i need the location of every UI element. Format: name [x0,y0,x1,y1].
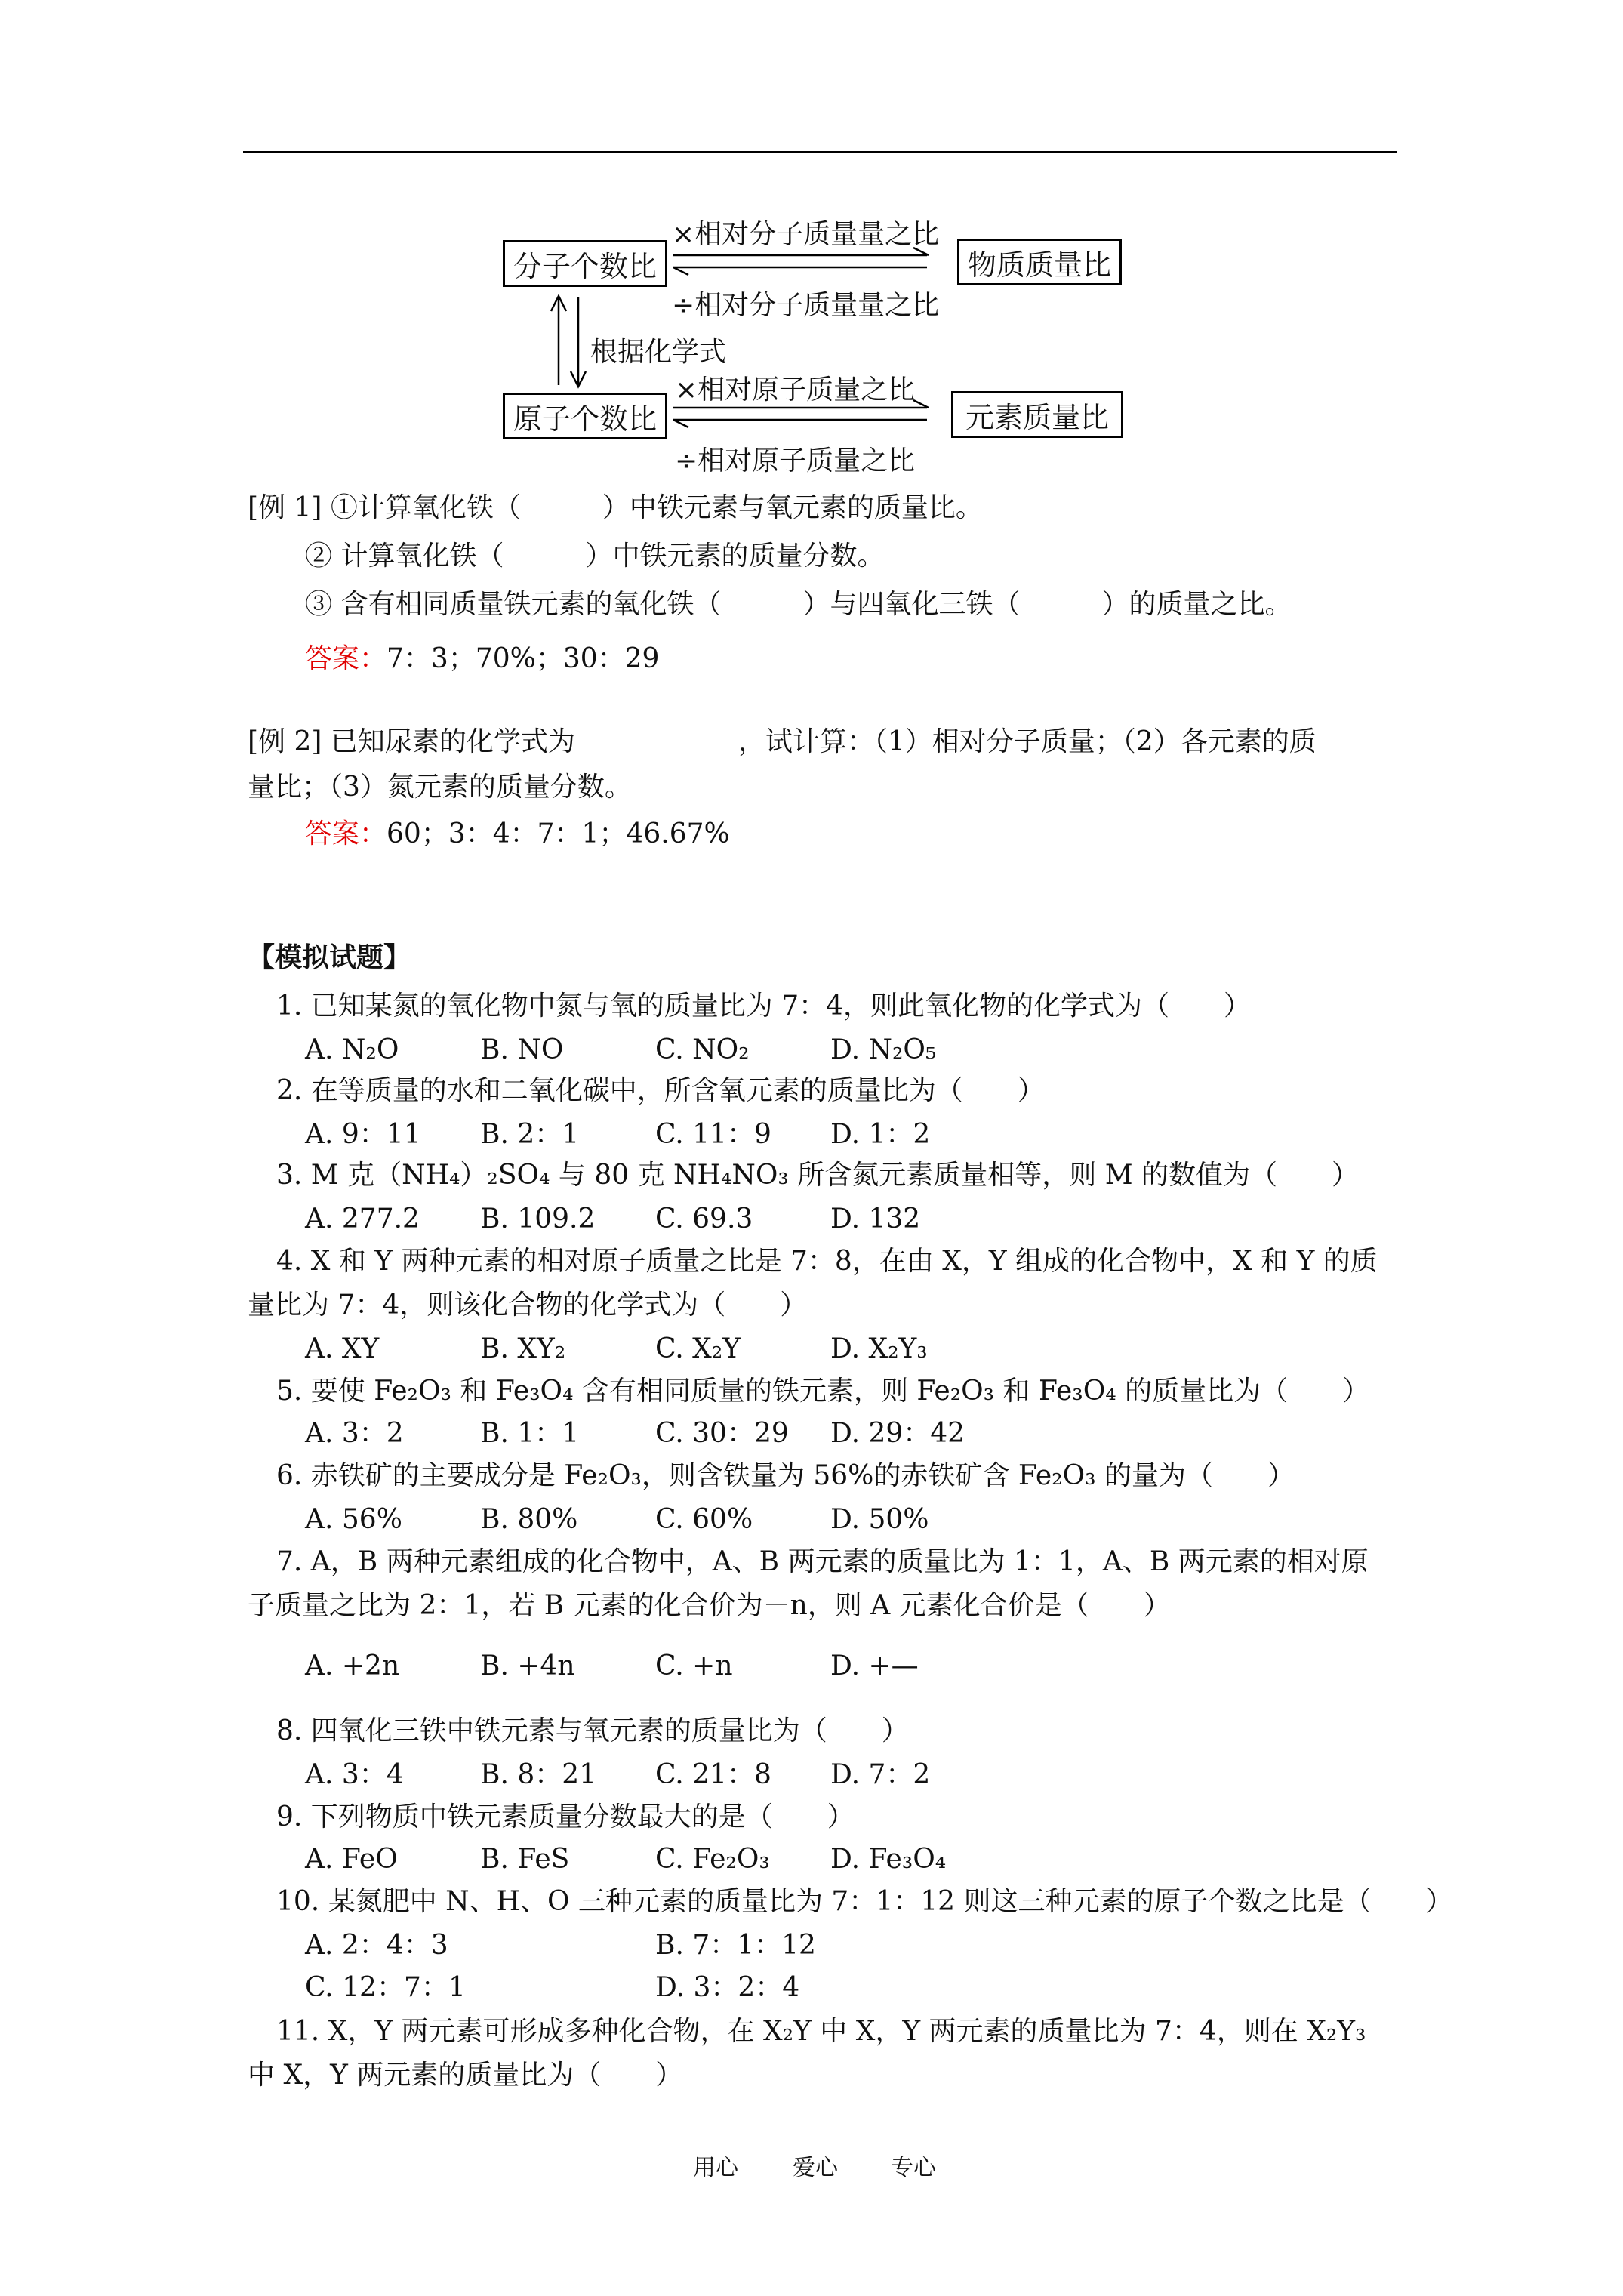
question-11-line1: 11. X，Y 两元素可形成多种化合物，在 X₂Y 中 X，Y 两元素的质量比为 7：4，则在 X₂Y₃ [276,2016,1366,2047]
q4-option-b: B. XY₂ [480,1333,566,1364]
q3-option-b: B. 109.2 [480,1203,596,1234]
label-div-atomic: ÷相对原子质量之比 [675,445,916,476]
q5-option-a: A. 3：2 [305,1418,404,1449]
example1-line3: ③ 含有相同质量铁元素的氧化铁（ ）与四氧化三铁（ ）的质量之比。 [305,589,1292,620]
label-mul-atomic: ×相对原子质量之比 [675,374,916,405]
q2-option-b: B. 2：1 [480,1119,580,1150]
q4-option-a: A. XY [305,1333,380,1364]
q7-option-d: D. +— [830,1650,919,1681]
question-7-line2: 子质量之比为 2：1，若 B 元素的化合价为－n，则 A 元素化合价是（ ） [248,1590,1171,1621]
q10-option-a: A. 2：4：3 [305,1930,448,1961]
example1-line2: ② 计算氧化铁（ ）中铁元素的质量分数。 [305,541,885,572]
section-title: 【模拟试题】 [248,942,411,973]
question-6: 6. 赤铁矿的主要成分是 Fe₂O₃，则含铁量为 56%的赤铁矿含 Fe₂O₃ 的量为（ ） [276,1460,1295,1491]
question-1: 1. 已知某氮的氧化物中氮与氧的质量比为 7：4，则此氧化物的化学式为（ ） [276,991,1252,1022]
box-atom-count: 原子个数比 [503,393,667,439]
footer-item-1: 用心 [693,2155,738,2181]
q3-option-a: A. 277.2 [305,1203,420,1234]
question-7-line1: 7. A，B 两种元素组成的化合物中，A、B 两元素的质量比为 1：1，A、B 两元素的相对原 [276,1546,1369,1577]
q4-option-d: D. X₂Y₃ [830,1333,928,1364]
label-mul-molecular: ×相对分子质量量之比 [672,219,940,250]
answer-text: 7：3；70%；30：29 [387,643,660,674]
q8-option-b: B. 8：21 [480,1759,597,1790]
q9-option-d: D. Fe₃O₄ [830,1844,947,1875]
q1-option-a: A. N₂O [305,1034,399,1065]
q9-option-a: A. FeO [305,1844,398,1875]
q5-option-b: B. 1：1 [480,1418,580,1449]
label-div-molecular: ÷相对分子质量量之比 [672,290,940,321]
question-4-line1: 4. X 和 Y 两种元素的相对原子质量之比是 7：8，在由 X，Y 组成的化合物中，X 和 Y 的质 [276,1246,1378,1277]
question-11-line2: 中 X，Y 两元素的质量比为（ ） [248,2060,683,2091]
q5-option-d: D. 29：42 [830,1418,965,1449]
box-element-mass: 元素质量比 [951,391,1123,438]
example2-line2: 量比；（3）氮元素的质量分数。 [248,772,632,803]
q2-option-c: C. 11：9 [655,1119,771,1150]
q8-option-d: D. 7：2 [830,1759,931,1790]
question-4-line2: 量比为 7：4，则该化合物的化学式为（ ） [248,1290,808,1321]
q6-option-b: B. 80% [480,1504,578,1535]
question-5: 5. 要使 Fe₂O₃ 和 Fe₃O₄ 含有相同质量的铁元素，则 Fe₂O₃ 和 Fe₃O₄ 的质量比为（ ） [276,1376,1370,1407]
q6-option-c: C. 60% [655,1504,753,1535]
q3-option-c: C. 69.3 [655,1203,753,1234]
question-3: 3. M 克（NH₄）₂SO₄ 与 80 克 NH₄NO₃ 所含氮元素质量相等，则 M 的数值为（ ） [276,1160,1360,1191]
q10-option-b: B. 7：1：12 [655,1930,816,1961]
example2-line1: [例 2] 已知尿素的化学式为 ，试计算：（1）相对分子质量；（2）各元素的质 [248,726,1317,757]
q7-option-b: B. +4n [480,1650,575,1681]
q1-option-c: C. NO₂ [655,1034,750,1065]
q10-option-c: C. 12：7：1 [305,1972,466,2003]
example2-answer [305,817,730,852]
q3-option-d: D. 132 [830,1203,921,1234]
answer-label: 答案： [305,818,387,849]
question-2: 2. 在等质量的水和二氧化碳中，所含氧元素的质量比为（ ） [276,1075,1045,1106]
q9-option-c: C. Fe₂O₃ [655,1844,770,1875]
q7-option-a: A. +2n [305,1650,400,1681]
q8-option-a: A. 3：4 [305,1759,404,1790]
question-9: 9. 下列物质中铁元素质量分数最大的是（ ） [276,1801,855,1832]
q2-option-d: D. 1：2 [830,1119,931,1150]
q9-option-b: B. FeS [480,1844,570,1875]
answer-label: 答案： [305,643,387,674]
box-substance-mass: 物质质量比 [957,239,1122,285]
footer-item-2: 爱心 [793,2155,838,2181]
question-8: 8. 四氧化三铁中铁元素与氧元素的质量比为（ ） [276,1715,909,1746]
q7-option-c: C. +n [655,1650,733,1681]
example1-line1: [例 1] ①计算氧化铁（ ）中铁元素与氧元素的质量比。 [248,492,983,523]
diagram-arrows [0,0,1623,529]
q1-option-b: B. NO [480,1034,564,1065]
example1-answer [305,642,659,676]
q4-option-c: C. X₂Y [655,1333,741,1364]
question-10: 10. 某氮肥中 N、H、O 三种元素的质量比为 7：1：12 则这三种元素的原子个数之比是（ ） [276,1886,1453,1917]
box-molecule-count: 分子个数比 [503,240,667,287]
q10-option-d: D. 3：2：4 [655,1972,800,2003]
q5-option-c: C. 30：29 [655,1418,789,1449]
q2-option-a: A. 9：11 [305,1119,421,1150]
q1-option-d: D. N₂O₅ [830,1034,937,1065]
footer-item-3: 专心 [891,2155,936,2181]
answer-text: 60；3：4：7：1；46.67% [387,818,730,849]
q8-option-c: C. 21：8 [655,1759,771,1790]
q6-option-d: D. 50% [830,1504,929,1535]
q6-option-a: A. 56% [305,1504,402,1535]
label-formula: 根据化学式 [590,337,727,368]
